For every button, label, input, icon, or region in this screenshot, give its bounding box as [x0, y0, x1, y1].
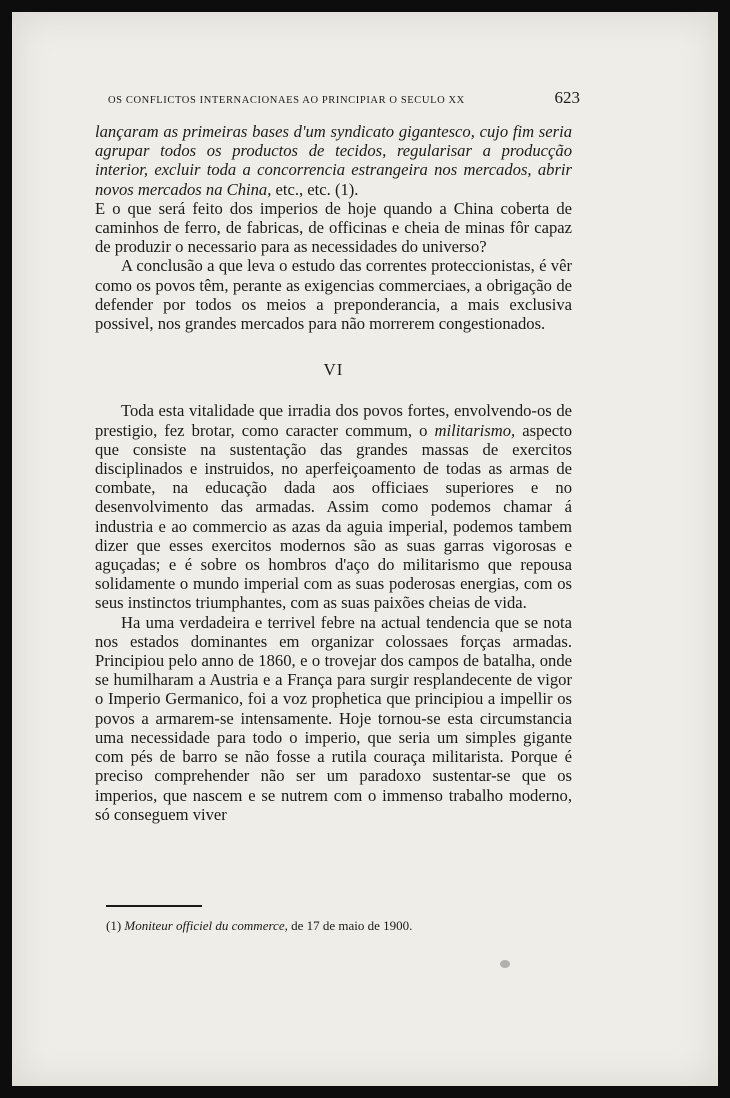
body-text: [95, 122, 572, 824]
footnote-source: Moniteur officiel du commerce,: [124, 918, 288, 933]
paragraph-italic-text: militarismo,: [434, 420, 516, 440]
section-heading: VI: [323, 360, 344, 380]
page-header: [108, 88, 580, 110]
running-head: OS CONFLICTOS INTERNACIONAES AO PRINCIPIAR O SECULO XX: [108, 95, 465, 106]
ink-smudge: [500, 960, 510, 968]
paragraph: Ha uma verdadeira e terrivel febre na actual tendencia que se nota nos estados dominantes em organizar colossaes forças armadas. Principiou pelo anno de 1860, e o trovejar dos campos de batalha, onde se humilharam a Austria e a França para surgir resplandecente de vigor o Imperio Germanico, foi a voz prophetica que principiou a impellir os povos a armarem-se intensamente. Hoje tornou-se esta circumstancia uma necessidade para todo o imperio, que seria um simples gigante com pés de barro se não fosse a rutila couraça militarista. Porque é preciso comprehender não ser um paradoxo sustentar-se que os imperios, que nascem e se nutrem com o immenso trabalho moderno, só conseguem viver: [95, 612, 572, 824]
paragraph-continuation: [95, 122, 572, 199]
footnote-rule: [106, 905, 202, 907]
page-number: 623: [554, 88, 580, 107]
footnote: [106, 918, 566, 934]
paragraph: A conclusão a que leva o estudo das correntes proteccionistas, é vêr como os povos têm, perante as exigencias commerciaes, a obrigação de defender por todos os meios a preponderancia, a mais exclusiva possivel, nos grandes mercados para não morrerem congestionados.: [95, 256, 572, 334]
paragraph-text: aspecto que consiste na sustentação das grandes massas de exercitos disciplinados e instruidos, no aperfeiçoamento de todas as armas de combate, na educação dada aos officiaes superiores e no desenvolvimento das armadas. Assim como podemos chamar á industria e ao commercio as azas da aguia imperial, podemos tambem dizer que esses exercitos modernos são as suas garras vigorosas e aguçadas; e é sobre os hombros d'aço do militarismo que repousa solidamente o mundo imperial com as suas poderosas energias, com os seus instinctos triumphantes, com as suas paixões cheias de vida.: [95, 420, 572, 613]
footnote-marker: (1): [106, 918, 125, 933]
paragraph-italic-text: lançaram as primeiras bases d'um syndicato gigantesco, cujo fim seria agrupar todos os productos de tecidos, regularisar a producção interior, excluir toda a concorrencia estrangeira nos mercados, abrir novos mercados na China,: [95, 122, 572, 199]
paragraph-text: Toda esta vitalidade que irradia dos povos fortes, envolvendo-os de prestigio, fez brotar, como caracter commum, o: [95, 401, 572, 440]
paragraph-tail-text: etc., etc. (1).: [271, 179, 359, 199]
footnote-date: de 17 de maio de 1900.: [287, 918, 413, 933]
paragraph: E o que será feito dos imperios de hoje quando a China coberta de caminhos de ferro, de fabricas, de officinas e cheia de minas fôr capaz de produzir o necessario para as necessidades do universo?: [95, 198, 572, 257]
paragraph: [95, 401, 572, 612]
